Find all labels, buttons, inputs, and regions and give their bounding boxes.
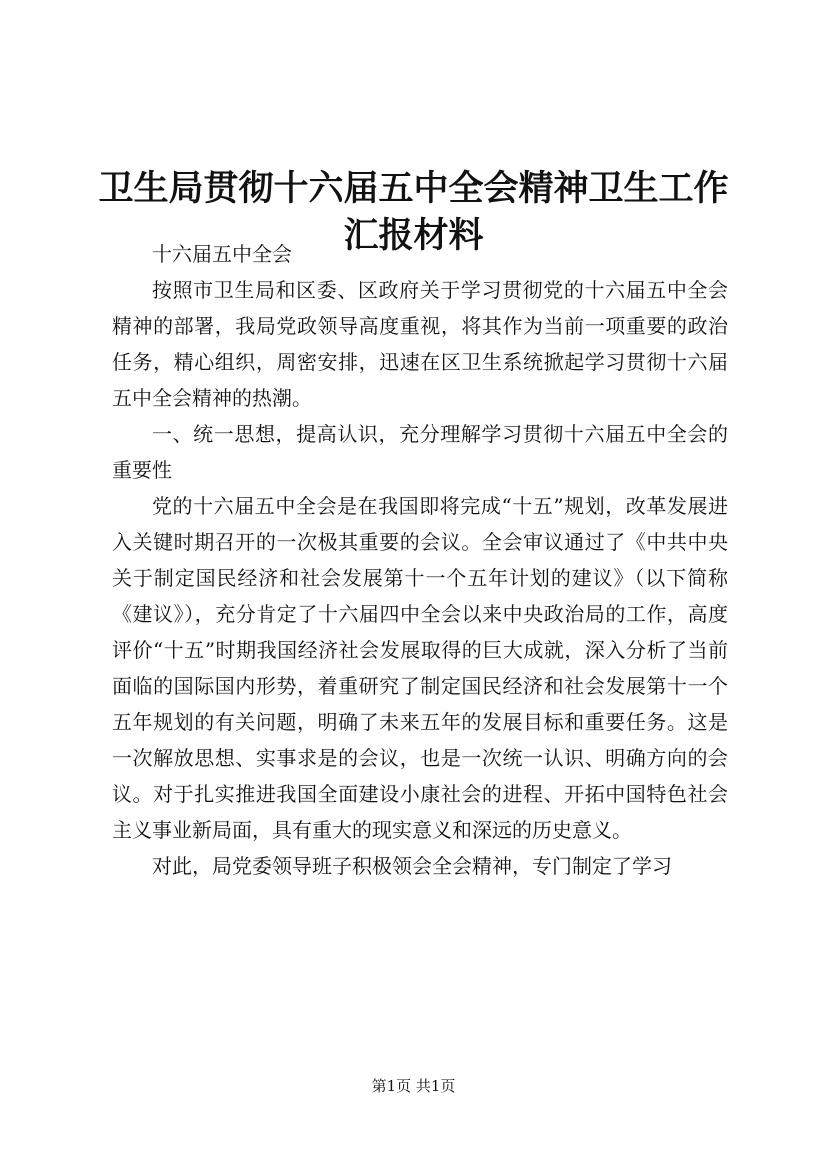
- paragraph-subtitle: 十六届五中全会: [152, 242, 292, 266]
- paragraph-section-heading: 一、统一思想，提高认识，充分理解学习贯彻十六届五中全会的重要性: [112, 422, 728, 482]
- document-body: [112, 236, 728, 884]
- paragraph-closing: 对此，局党委领导班子积极领会全会精神，专门制定了学习: [152, 854, 672, 878]
- paragraph-main: 党的十六届五中全会是在我国即将完成“十五”规划，改革发展进入关键时期召开的一次极其重要的会议。全会审议通过了《中共中央关于制定国民经济和社会发展第十一个五年计划的建议》（以下简称《建议》），充分肯定了十六届四中全会以来中央政治局的工作，高度评价“十五”时期我国经济社会发展取得的巨大成就，深入分析了当前面临的国际国内形势，着重研究了制定国民经济和社会发展第十一个五年规划的有关问题，明确了未来五年的发展目标和重要任务。这是一次解放思想、实事求是的会议，也是一次统一认识、明确方向的会议。对于扎实推进我国全面建设小康社会的进程、开拓中国特色社会主义事业新局面，具有重大的现实意义和深远的历史意义。: [112, 494, 728, 842]
- paragraph-intro: 按照市卫生局和区委、区政府关于学习贯彻党的十六届五中全会精神的部署，我局党政领导高度重视，将其作为当前一项重要的政治任务，精心组织，周密安排，迅速在区卫生系统掀起学习贯彻十六届五中全会精神的热潮。: [112, 278, 728, 410]
- document-title: 卫生局贯彻十六届五中全会精神卫生工作汇报材料: [98, 168, 729, 257]
- page-footer: 第1页 共1页: [371, 1077, 456, 1095]
